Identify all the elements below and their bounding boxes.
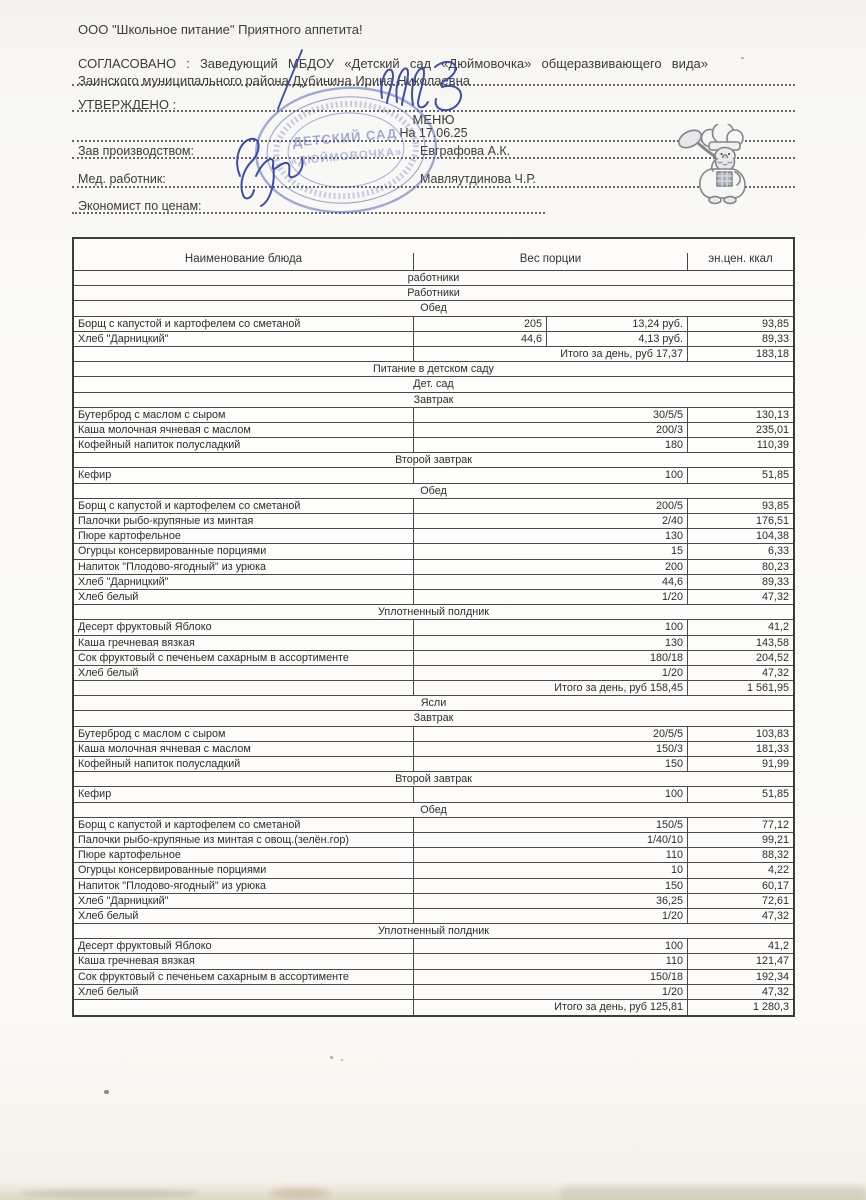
scan-smudge [20,1189,200,1198]
section-label: Второй завтрак [395,773,472,786]
total-row [74,681,793,696]
table-row [74,408,793,423]
dish-name: Хлеб белый [74,666,414,680]
section-label: Обед [420,484,447,497]
dish-name: Сок фруктовый с печеньем сахарным в ассортименте [74,970,414,984]
table-row [74,544,793,559]
header-dish-name: Наименование блюда [74,253,414,270]
header-portion-weight: Вес порции [414,253,688,270]
dish-name: Хлеб белый [74,985,414,999]
empty-cell [74,681,414,695]
dish-kcal: 47,32 [761,909,789,922]
dish-weight: 200 [414,560,688,574]
total-kcal: 183,18 [755,347,789,360]
table-row [74,727,793,742]
table-row [74,863,793,878]
dish-weight: 1/20 [414,590,688,604]
dish-weight: 36,25 [414,894,688,908]
dish-weight: 150 [414,757,688,771]
section-label: Завтрак [413,712,454,725]
dish-name: Каша молочная ячневая с маслом [74,742,414,756]
table-row [74,787,793,802]
section-label: Обед [420,803,447,816]
dish-kcal: 47,32 [761,666,789,679]
section-label: Завтрак [413,393,454,406]
dish-weight: 1/20 [414,666,688,680]
dish-weight: 44,6 [414,332,547,346]
table-row [74,848,793,863]
dish-weight: 150 [414,879,688,893]
dish-kcal: 77,12 [761,818,789,831]
section-label: Дет. сад [413,378,454,391]
dish-kcal: 93,85 [761,499,789,512]
dish-weight: 150/3 [414,742,688,756]
table-row [74,529,793,544]
dish-weight: 180 [414,438,688,452]
dish-name: Пюре картофельное [74,848,414,862]
signatory-role-2: Мед. работник: [78,172,166,186]
dish-kcal: 51,85 [761,469,789,482]
section-label: Ясли [420,697,447,710]
dish-name: Огурцы консервированные порциями [74,863,414,877]
dish-weight: 100 [414,620,688,634]
dish-name: Пюре картофельное [74,529,414,543]
section-row [74,803,793,818]
dish-name: Борщ с капустой и картофелем со сметаной [74,499,414,513]
section-label: Уплотненный полдник [378,925,489,938]
dish-kcal: 41,2 [767,621,789,634]
dish-kcal: 110,39 [756,439,789,452]
empty-cell [74,347,414,361]
empty-cell [74,1000,414,1015]
dish-name: Хлеб "Дарницкий" [74,894,414,908]
dish-name: Каша гречневая вязкая [74,954,414,968]
table-row [74,423,793,438]
section-label: работники [407,272,460,284]
table-row [74,651,793,666]
dish-weight: 15 [414,544,688,558]
dish-kcal: 72,61 [761,894,789,907]
dish-kcal: 130,13 [755,408,789,421]
table-row [74,985,793,1000]
total-kcal: 1 561,95 [746,682,789,695]
section-row [74,453,793,468]
scan-speck [330,1056,333,1059]
stamp-line2: «ДЮЙМОВОЧКА» [290,146,403,168]
dish-kcal: 235,01 [755,423,789,436]
dish-kcal: 89,33 [761,575,789,588]
section-label: Второй завтрак [395,454,472,467]
total-row [74,1000,793,1015]
dish-name: Кефир [74,468,414,482]
total-label: Итого за день, руб 17,37 [414,347,688,361]
menu-table-body [74,271,793,1015]
dish-name: Хлеб белый [74,590,414,604]
dish-name: Напиток "Плодово-ягодный" из урюка [74,560,414,574]
section-row [74,286,793,301]
stamp-line1: ДЕТСКИЙ САД [292,125,398,150]
section-label: Питание в детском саду [373,363,494,376]
dish-weight: 1/40/10 [414,833,688,847]
total-label: Итого за день, руб 158,45 [414,681,688,695]
dish-weight: 30/5/5 [414,408,688,422]
section-row [74,377,793,392]
dish-name: Бутерброд с маслом с сыром [74,408,414,422]
dish-name: Напиток "Плодово-ягодный" из урюка [74,879,414,893]
dish-name: Огурцы консервированные порциями [74,544,414,558]
total-kcal: 1 280,3 [752,1001,789,1013]
dish-kcal: 93,85 [761,317,789,330]
table-row [74,468,793,483]
dish-kcal: 41,2 [767,940,789,953]
scan-speck [741,57,744,59]
dish-weight: 100 [414,787,688,801]
table-row [74,590,793,605]
dish-name: Хлеб белый [74,909,414,923]
dish-weight: 110 [414,848,688,862]
section-row [74,393,793,408]
table-row [74,575,793,590]
dish-name: Кофейный напиток полусладкий [74,757,414,771]
dish-weight: 130 [414,636,688,650]
signature-production [230,130,325,212]
section-row [74,484,793,499]
section-label: Работники [407,287,460,300]
section-row [74,301,793,316]
dish-weight: 1/20 [414,909,688,923]
signature-agreed [375,52,485,118]
pen-stroke [272,48,308,112]
dish-weight: 150/5 [414,818,688,832]
dish-weight: 1/20 [414,985,688,999]
dish-name: Борщ с капустой и картофелем со сметаной [74,818,414,832]
approved-label: УТВЕРЖДЕНО : [78,97,177,112]
menu-table [72,237,795,1017]
table-row [74,833,793,848]
dish-weight: 205 [414,317,547,331]
dish-weight: 150/18 [414,970,688,984]
dish-name: Палочки рыбо-крупяные из минтая [74,514,414,528]
dish-weight: 44,6 [414,575,688,589]
table-row [74,317,793,332]
dish-kcal: 51,85 [761,788,789,801]
dish-kcal: 91,99 [761,758,789,770]
dish-name: Десерт фруктовый Яблоко [74,939,414,953]
dish-name: Десерт фруктовый Яблоко [74,620,414,634]
dish-weight: 130 [414,529,688,543]
dish-weight: 100 [414,468,688,482]
scan-smudge [270,1188,330,1198]
dish-name: Сок фруктовый с печеньем сахарным в ассортименте [74,651,414,665]
chef-mascot-illustration [673,124,771,206]
total-row [74,347,793,362]
table-row [74,636,793,651]
menu-date: На 17.06.25 [399,126,468,140]
dish-name: Каша гречневая вязкая [74,636,414,650]
signatory-name-2: Мавляутдинова Ч.Р. [420,172,536,186]
section-row [74,271,793,286]
section-row [74,772,793,787]
dish-price: 13,24 руб. [547,317,688,331]
dish-kcal: 99,21 [761,833,789,846]
dish-weight: 180/18 [414,651,688,665]
dish-weight: 100 [414,939,688,953]
dish-kcal: 47,32 [761,985,789,998]
table-row [74,666,793,681]
dish-weight: 20/5/5 [414,727,688,741]
dish-kcal: 143,58 [755,636,789,649]
dish-kcal: 6,33 [767,545,789,558]
table-row [74,620,793,635]
table-row [74,499,793,514]
dish-price: 4,13 руб. [547,332,688,346]
menu-title: МЕНЮ [412,112,455,127]
table-row [74,939,793,954]
signatory-name-1: Евграфова А.К. [420,144,511,158]
table-row [74,879,793,894]
table-row [74,742,793,757]
table-row [74,757,793,772]
dish-kcal: 4,22 [767,864,789,877]
header-energy-kcal: эн.цен. ккал [708,253,773,265]
dish-kcal: 80,23 [761,560,789,573]
section-row [74,362,793,377]
section-row [74,924,793,939]
dish-kcal: 89,33 [761,332,789,345]
table-row [74,438,793,453]
signatory-role-1: Зав производством: [78,144,194,158]
svg-text:··· ···· ···: ··· ···· ··· [324,169,373,180]
dish-weight: 110 [414,954,688,968]
section-label: Обед [420,302,447,315]
dish-kcal: 181,33 [755,742,789,755]
table-row [74,954,793,969]
scan-speck [104,1090,109,1094]
dish-name: Кофейный напиток полусладкий [74,438,414,452]
dish-kcal: 121,47 [755,955,789,968]
dish-kcal: 104,38 [755,530,789,543]
dish-weight: 200/5 [414,499,688,513]
table-row [74,894,793,909]
table-row [74,514,793,529]
scan-speck [341,1059,343,1061]
table-row [74,818,793,833]
section-row [74,711,793,726]
section-row [74,696,793,711]
dish-kcal: 47,32 [761,590,789,603]
section-label: Уплотненный полдник [378,606,489,619]
dish-name: Борщ с капустой и картофелем со сметаной [74,317,414,331]
dish-weight: 200/3 [414,423,688,437]
table-row [74,560,793,575]
dish-name: Хлеб "Дарницкий" [74,332,414,346]
dish-name: Каша молочная ячневая с маслом [74,423,414,437]
dish-kcal: 176,51 [755,515,789,527]
dish-kcal: 60,17 [761,879,789,892]
total-label: Итого за день, руб 125,81 [414,1000,688,1015]
section-row [74,605,793,620]
dish-weight: 10 [414,863,688,877]
table-row [74,909,793,924]
org-line: ООО "Школьное питание" Приятного аппетита! [78,22,363,37]
dish-name: Хлеб "Дарницкий" [74,575,414,589]
dish-weight: 2/40 [414,514,688,528]
dish-name: Бутерброд с маслом с сыром [74,727,414,741]
dish-kcal: 88,32 [761,849,789,862]
dish-kcal: 192,34 [755,970,789,983]
table-row [74,970,793,985]
dish-name: Кефир [74,787,414,801]
scan-smudge [560,1186,866,1200]
dish-kcal: 103,83 [755,727,789,740]
signatory-role-3: Экономист по ценам: [78,199,202,213]
menu-table-header [74,239,793,271]
table-row [74,332,793,347]
dish-kcal: 204,52 [755,651,789,664]
dish-name: Палочки рыбо-крупяные из минтая с овощ.(зелён.гор) [74,833,414,847]
agreed-paragraph: СОГЛАСОВАНО : Заведующий МБДОУ «Детский сад «Дюймовочка» общеразвивающего вида» Заинского муниципального района Дубинина Ирина Николаевна [78,56,708,88]
